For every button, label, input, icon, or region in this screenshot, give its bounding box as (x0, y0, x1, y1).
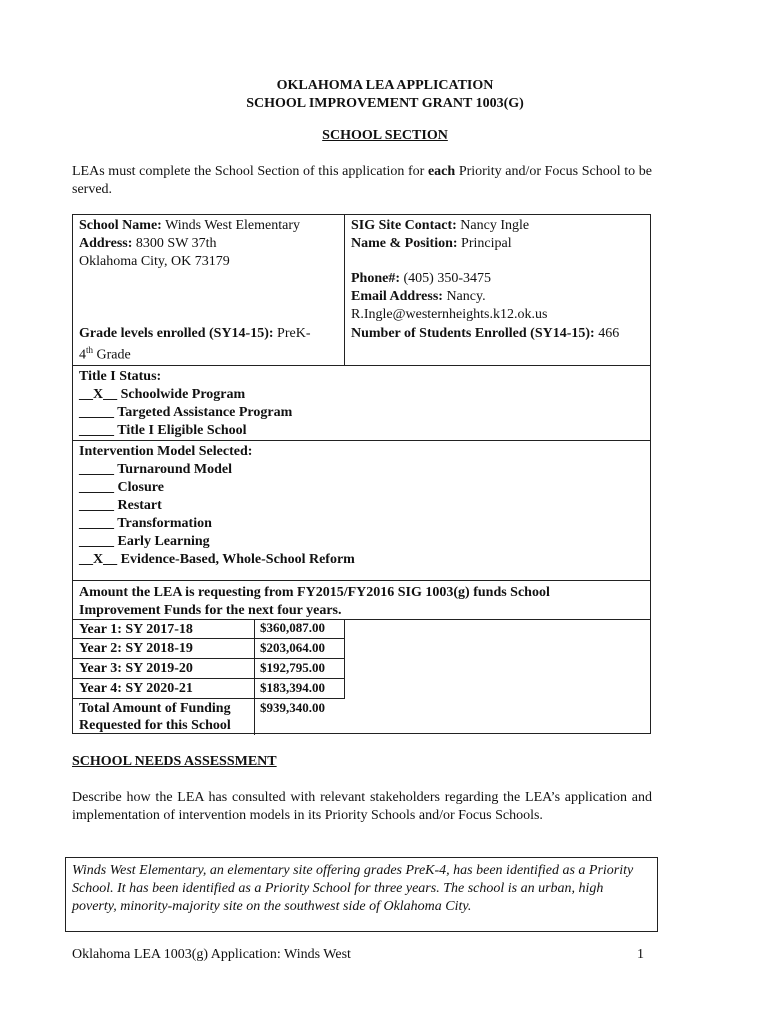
table-divider (344, 215, 345, 365)
title-one-heading: Title I Status: (79, 369, 162, 384)
title-one-option: _____ Title I Eligible School (79, 423, 247, 438)
intervention-option: _____ Turnaround Model (79, 462, 233, 477)
grade-levels: Grade levels enrolled (SY14-15): PreK- (79, 326, 311, 341)
contact-email: Email Address: Nancy. (351, 289, 486, 304)
table-divider (73, 440, 650, 441)
school-info-table (72, 214, 651, 734)
school-name: School Name: Winds West Elementary (79, 218, 300, 233)
table-divider (254, 619, 255, 735)
grade-levels-continued: 4th Grade (79, 345, 131, 363)
contact-email-continued: R.Ingle@westernheights.k12.ok.us (351, 307, 548, 322)
funding-year-label: Year 1: SY 2017-18 (79, 622, 193, 637)
funding-year-value: $360,087.00 (260, 620, 325, 635)
funding-year-value: $203,064.00 (260, 640, 325, 655)
title-one-option: __X__ Schoolwide Program (79, 387, 246, 402)
document-subtitle: SCHOOL IMPROVEMENT GRANT 1003(G) (246, 96, 524, 111)
site-contact: SIG Site Contact: Nancy Ingle (351, 218, 530, 233)
funding-year-value: $183,394.00 (260, 680, 325, 695)
funding-heading: Amount the LEA is requesting from FY2015/FY2016 SIG 1003(g) funds School (79, 585, 550, 600)
page-number: 1 (637, 947, 644, 962)
needs-assessment-response: Winds West Elementary, an elementary site offering grades PreK-4, has been identified as a Priority School. It has been identified as a Priority School for three years. The school is an urban, high poverty, minority-majority site on the southwest side of Oklahoma City. (65, 857, 658, 932)
footer-title: Oklahoma LEA 1003(g) Application: Winds West (72, 947, 351, 962)
needs-assessment-title: SCHOOL NEEDS ASSESSMENT (72, 754, 277, 769)
school-city: Oklahoma City, OK 73179 (79, 254, 230, 269)
table-divider (344, 619, 345, 699)
table-divider (73, 580, 650, 581)
funding-year-label: Year 4: SY 2020-21 (79, 681, 193, 696)
intro-emphasis: each (427, 164, 456, 179)
document-title: OKLAHOMA LEA APPLICATION (276, 78, 494, 93)
funding-year-label: Year 2: SY 2018-19 (79, 641, 193, 656)
funding-year-label: Year 3: SY 2019-20 (79, 661, 193, 676)
table-divider (73, 365, 650, 366)
needs-assessment-prompt: Describe how the LEA has consulted with relevant stakeholders regarding the LEA’s application and implementation of intervention models in its Priority Schools and/or Focus Schools. (72, 790, 652, 823)
contact-phone: Phone#: (405) 350-3475 (351, 271, 491, 286)
school-address: Address: 8300 SW 37th (79, 236, 217, 251)
intervention-option: _____ Early Learning (79, 534, 210, 549)
intervention-heading: Intervention Model Selected: (79, 444, 253, 459)
intervention-option: _____ Restart (79, 498, 162, 513)
intervention-option: __X__ Evidence-Based, Whole-School Reform (79, 552, 355, 567)
intervention-option: _____ Closure (79, 480, 164, 495)
funding-total-label: Total Amount of Funding (79, 701, 231, 716)
intervention-option: _____ Transformation (79, 516, 212, 531)
section-title: SCHOOL SECTION (322, 128, 448, 143)
funding-year-value: $192,795.00 (260, 660, 325, 675)
title-one-option: _____ Targeted Assistance Program (79, 405, 293, 420)
intro-paragraph (72, 163, 652, 199)
funding-total-value: $939,340.00 (260, 700, 325, 715)
intro-text-1: LEAs must complete the School Section of this application for (72, 164, 428, 179)
contact-position: Name & Position: Principal (351, 236, 512, 251)
intro-text-2: Priority and/or Focus School to be served. (72, 164, 652, 197)
funding-total-label-continued: Requested for this School (79, 718, 231, 733)
funding-heading-continued: Improvement Funds for the next four years. (79, 603, 342, 618)
students-enrolled: Number of Students Enrolled (SY14-15): 466 (351, 326, 620, 341)
